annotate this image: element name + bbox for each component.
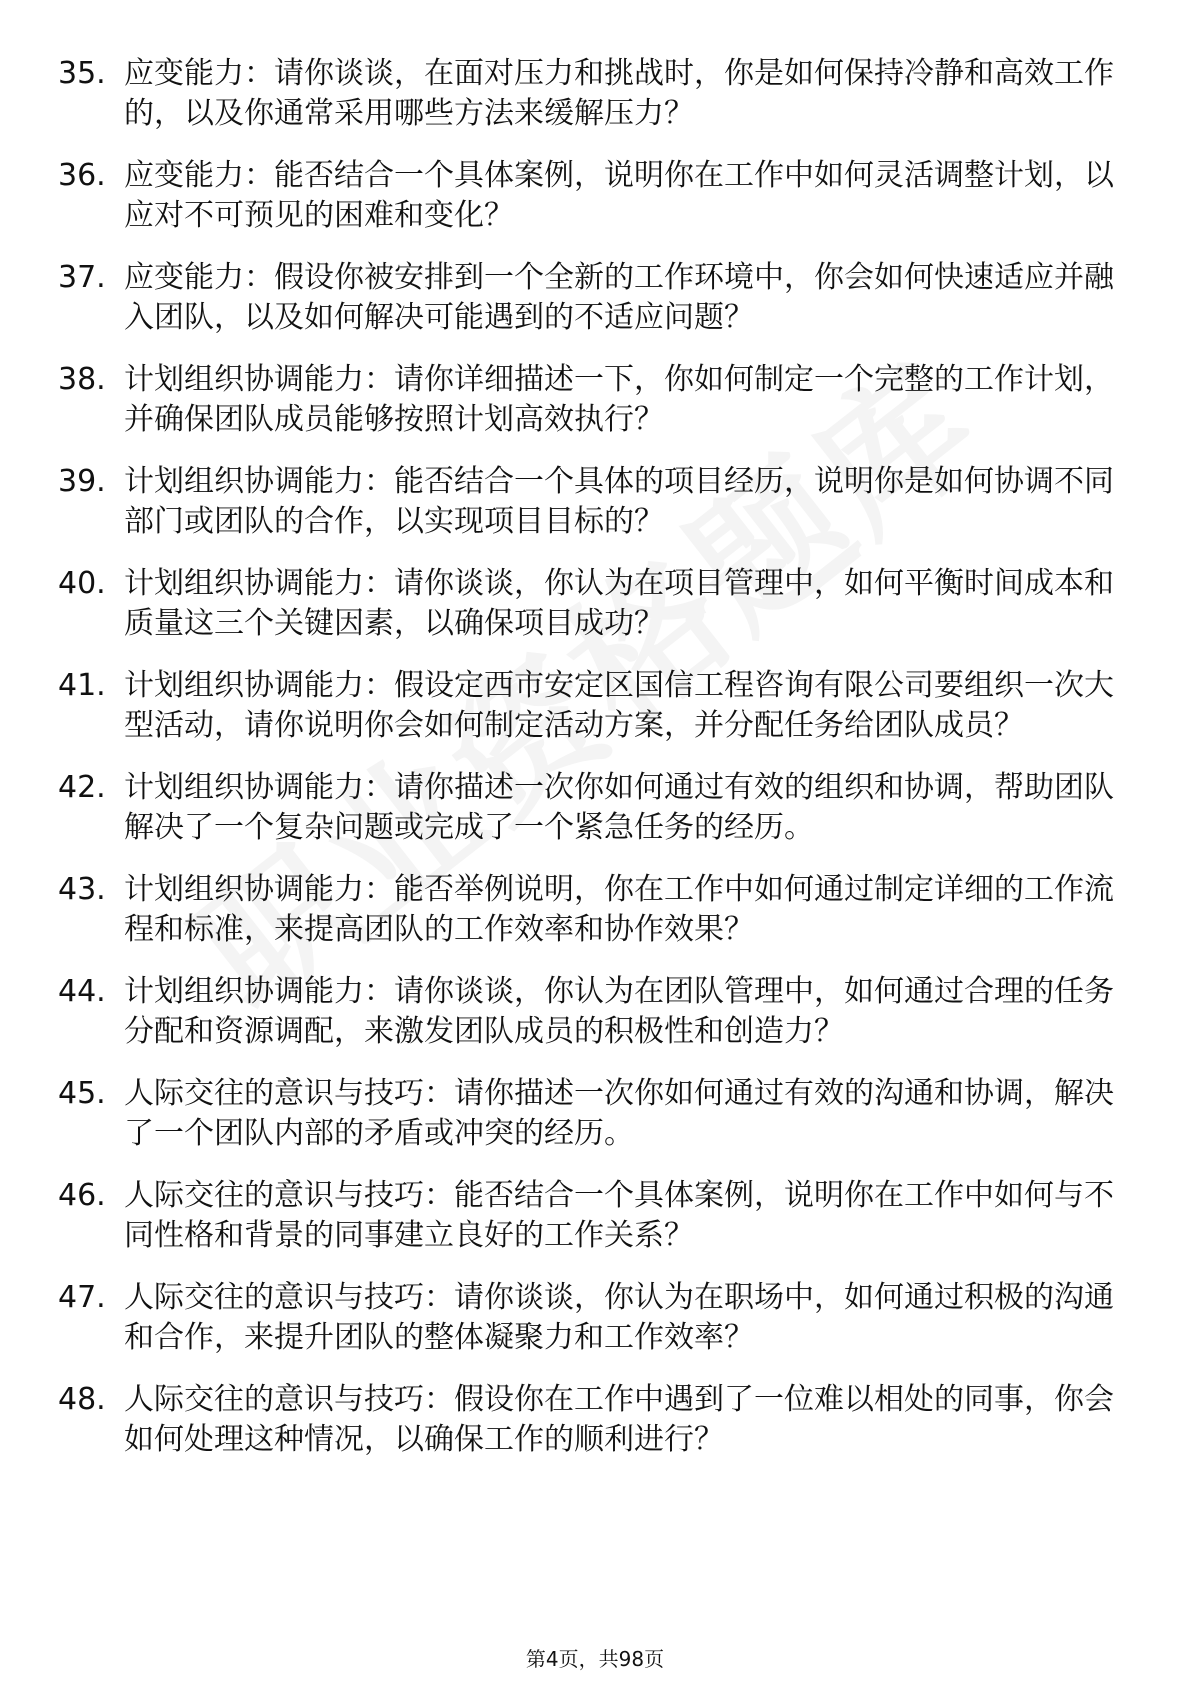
question-text: 应变能力：假设你被安排到一个全新的工作环境中，你会如何快速适应并融入团队，以及如何解决可能遇到的不适应问题？ xyxy=(124,260,1114,335)
question-item xyxy=(58,972,1123,1052)
question-item xyxy=(58,1380,1123,1460)
question-number: 48. xyxy=(58,1382,106,1417)
question-text: 计划组织协调能力：请你详细描述一下，你如何制定一个完整的工作计划，并确保团队成员能够按照计划高效执行？ xyxy=(124,362,1114,437)
question-text: 人际交往的意识与技巧：假设你在工作中遇到了一位难以相处的同事，你会如何处理这种情况，以确保工作的顺利进行？ xyxy=(124,1382,1114,1457)
question-text: 计划组织协调能力：假设定西市安定区国信工程咨询有限公司要组织一次大型活动，请你说明你会如何制定活动方案，并分配任务给团队成员？ xyxy=(124,668,1114,743)
question-item xyxy=(58,1074,1123,1154)
question-number: 36. xyxy=(58,158,106,193)
question-item xyxy=(58,564,1123,644)
question-item xyxy=(58,666,1123,746)
question-item xyxy=(58,1278,1123,1358)
question-text: 应变能力：请你谈谈，在面对压力和挑战时，你是如何保持冷静和高效工作的，以及你通常采用哪些方法来缓解压力？ xyxy=(124,56,1114,131)
question-text: 人际交往的意识与技巧：请你描述一次你如何通过有效的沟通和协调，解决了一个团队内部的矛盾或冲突的经历。 xyxy=(124,1076,1114,1151)
question-item xyxy=(58,1176,1123,1256)
question-number: 43. xyxy=(58,872,106,907)
question-number: 37. xyxy=(58,260,106,295)
question-text: 人际交往的意识与技巧：能否结合一个具体案例，说明你在工作中如何与不同性格和背景的同事建立良好的工作关系？ xyxy=(124,1178,1114,1253)
question-item xyxy=(58,768,1123,848)
question-number: 41. xyxy=(58,668,106,703)
question-number: 42. xyxy=(58,770,106,805)
question-item xyxy=(58,462,1123,542)
question-number: 46. xyxy=(58,1178,106,1213)
question-text: 计划组织协调能力：请你描述一次你如何通过有效的组织和协调，帮助团队解决了一个复杂问题或完成了一个紧急任务的经历。 xyxy=(124,770,1114,845)
question-number: 38. xyxy=(58,362,106,397)
question-text: 计划组织协调能力：能否结合一个具体的项目经历，说明你是如何协调不同部门或团队的合作，以实现项目目标的？ xyxy=(124,464,1114,539)
question-text: 人际交往的意识与技巧：请你谈谈，你认为在职场中，如何通过积极的沟通和合作，来提升团队的整体凝聚力和工作效率？ xyxy=(124,1280,1114,1355)
question-item xyxy=(58,360,1123,440)
question-text: 计划组织协调能力：能否举例说明，你在工作中如何通过制定详细的工作流程和标准，来提高团队的工作效率和协作效果？ xyxy=(124,872,1114,947)
question-number: 35. xyxy=(58,56,106,91)
page-number: 第4页，共98页 xyxy=(525,1647,665,1671)
question-item xyxy=(58,258,1123,338)
question-text: 应变能力：能否结合一个具体案例，说明你在工作中如何灵活调整计划，以应对不可预见的困难和变化？ xyxy=(124,158,1114,233)
question-text: 计划组织协调能力：请你谈谈，你认为在团队管理中，如何通过合理的任务分配和资源调配，来激发团队成员的积极性和创造力？ xyxy=(124,974,1114,1049)
question-number: 47. xyxy=(58,1280,106,1315)
question-list xyxy=(58,54,1123,1482)
question-number: 45. xyxy=(58,1076,106,1111)
question-number: 39. xyxy=(58,464,106,499)
question-number: 40. xyxy=(58,566,106,601)
question-number: 44. xyxy=(58,974,106,1009)
question-text: 计划组织协调能力：请你谈谈，你认为在项目管理中，如何平衡时间成本和质量这三个关键因素，以确保项目成功？ xyxy=(124,566,1114,641)
question-item xyxy=(58,54,1123,134)
question-item xyxy=(58,156,1123,236)
question-item xyxy=(58,870,1123,950)
